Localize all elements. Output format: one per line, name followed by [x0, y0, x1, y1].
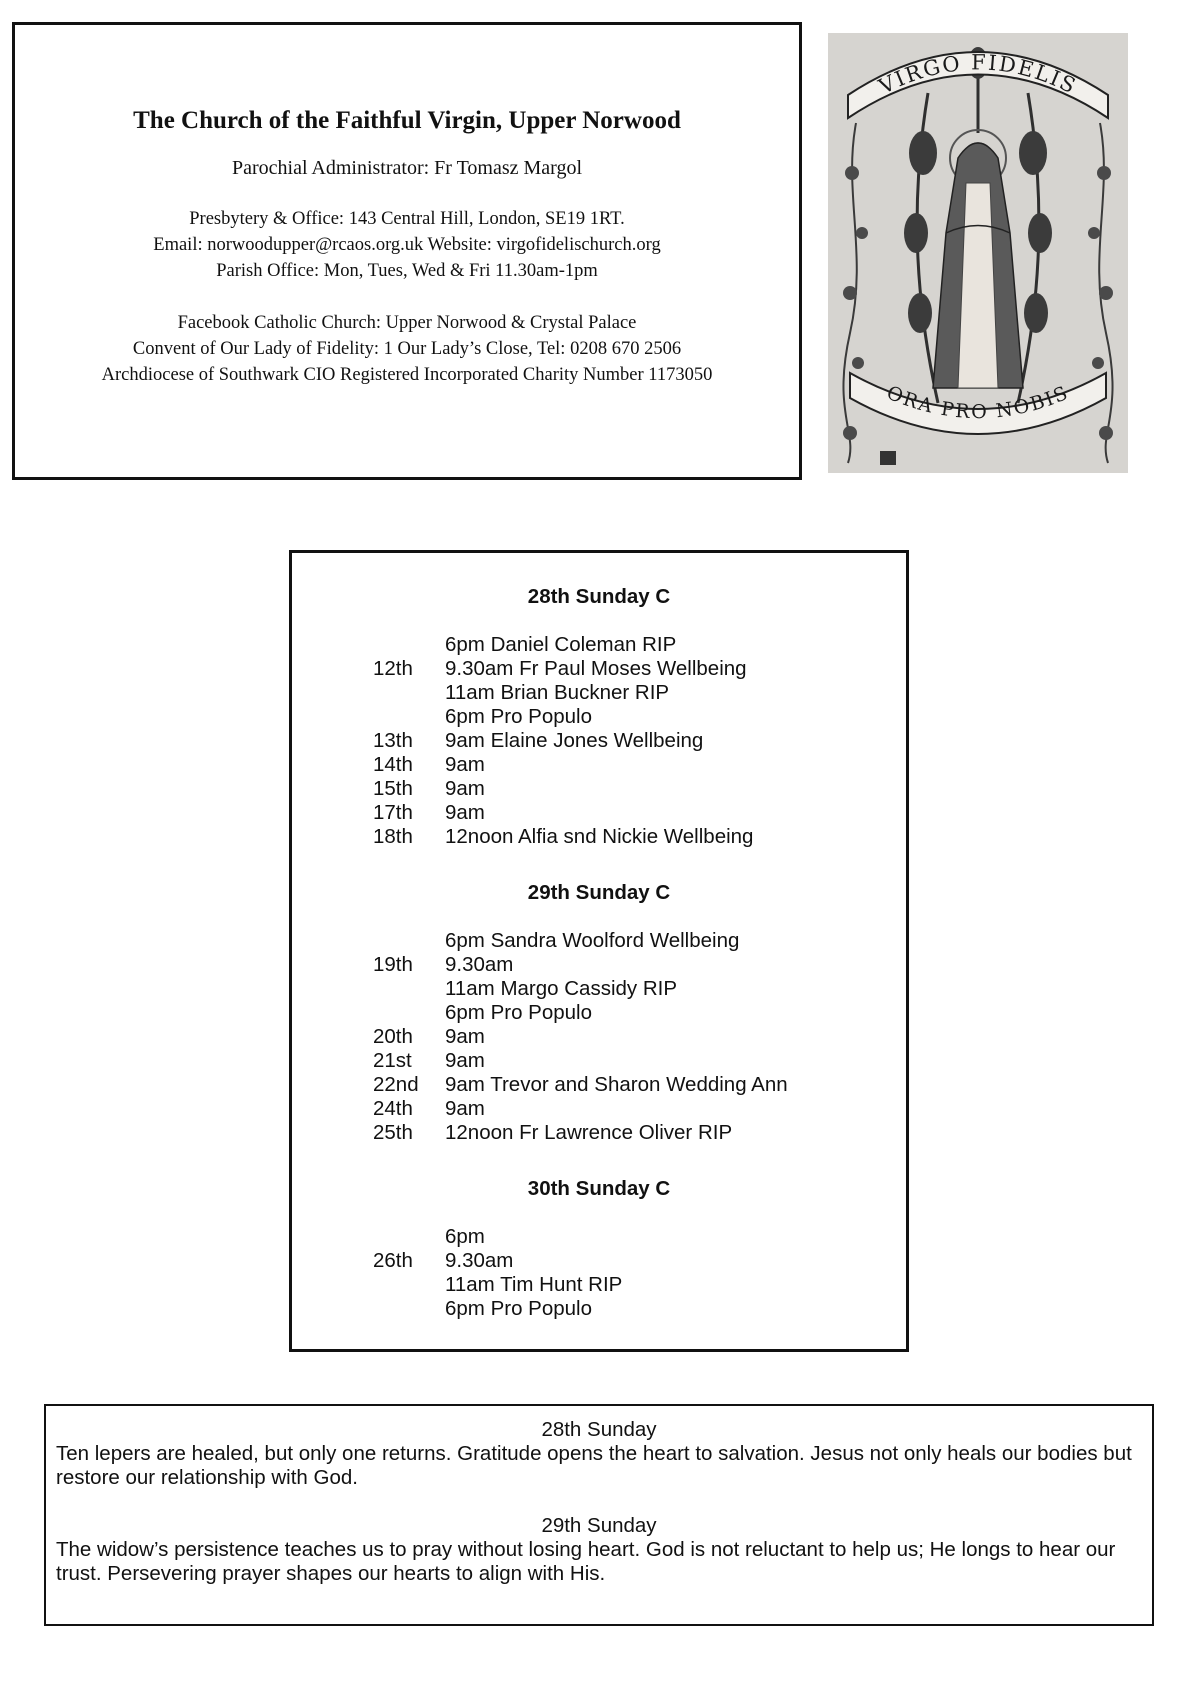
- svg-text:ORA PRO NOBIS: ORA PRO NOBIS: [883, 381, 1073, 424]
- mass-intention: 9am: [445, 1049, 485, 1072]
- mass-row: [292, 1001, 906, 1025]
- mass-row: [292, 1297, 906, 1321]
- mass-intention: 9am Elaine Jones Wellbeing: [445, 729, 704, 752]
- mass-intention: 11am Tim Hunt RIP: [445, 1273, 623, 1296]
- mass-row: [292, 1049, 906, 1073]
- mass-intention: 12noon Alfia snd Nickie Wellbeing: [445, 825, 754, 848]
- mass-row: [292, 729, 906, 753]
- mass-intention: 9.30am: [445, 1249, 514, 1272]
- mass-intention: 9am: [445, 1097, 485, 1120]
- svg-text:VIRGO FIDELIS: VIRGO FIDELIS: [875, 50, 1081, 99]
- mass-day: 20th: [373, 1025, 413, 1048]
- mass-row: [292, 1225, 906, 1249]
- mass-row: [292, 681, 906, 705]
- mass-intention: 9am Trevor and Sharon Wedding Ann: [445, 1073, 788, 1096]
- mass-intention: 9am: [445, 1025, 485, 1048]
- mass-intention: 6pm Pro Populo: [445, 705, 593, 728]
- mass-day: 22nd: [373, 1073, 419, 1096]
- mass-intention: 6pm Daniel Coleman RIP: [445, 633, 677, 656]
- mass-row: [292, 1073, 906, 1097]
- mass-intention: 6pm Pro Populo: [445, 1297, 593, 1320]
- mass-intention: 11am Margo Cassidy RIP: [445, 977, 678, 1000]
- mass-row: [292, 1273, 906, 1297]
- mass-day: 26th: [373, 1249, 413, 1272]
- mass-day: 12th: [373, 657, 413, 680]
- address-line: Presbytery & Office: 143 Central Hill, London, SE19 1RT.: [189, 209, 625, 229]
- week-title: 30th Sunday C: [527, 1177, 671, 1200]
- administrator-line: Parochial Administrator: Fr Tomasz Margol: [231, 157, 583, 179]
- mass-times-box: [289, 550, 909, 1352]
- mass-day: 18th: [373, 825, 413, 848]
- mass-intention: 9.30am: [445, 953, 514, 976]
- mass-row: [292, 977, 906, 1001]
- contact-info: [15, 206, 799, 284]
- mass-day: 17th: [373, 801, 413, 824]
- email-website-line: Email: norwoodupper@rcaos.org.uk Website: virgofidelischurch.org: [153, 235, 661, 255]
- mass-row: [292, 657, 906, 681]
- reflection-text: The widow’s persistence teaches us to pray without losing heart. God is not reluctant to help us; He longs to hear our trust. Persevering prayer shapes our hearts to align with His.: [56, 1538, 1116, 1585]
- mass-row: [292, 953, 906, 977]
- mass-day: 13th: [373, 729, 413, 752]
- mass-week: [292, 1177, 906, 1321]
- week-title: 28th Sunday C: [527, 585, 671, 608]
- mass-day: 14th: [373, 753, 413, 776]
- mass-row: [292, 1025, 906, 1049]
- spacer: [56, 1490, 1142, 1514]
- mass-row: [292, 633, 906, 657]
- mass-intention: 6pm Pro Populo: [445, 1001, 593, 1024]
- mass-day: 19th: [373, 953, 413, 976]
- mass-intention: 9am: [445, 801, 485, 824]
- mass-row: [292, 1097, 906, 1121]
- mass-intention: 11am Brian Buckner RIP: [445, 681, 670, 704]
- mass-week: [292, 881, 906, 1145]
- charity-line: Archdiocese of Southwark CIO Registered Incorporated Charity Number 1173050: [101, 365, 713, 385]
- mass-row: [292, 801, 906, 825]
- church-title: The Church of the Faithful Virgin, Upper Norwood: [133, 107, 681, 134]
- mass-intention: 6pm: [445, 1225, 485, 1248]
- mass-intention: 6pm Sandra Woolford Wellbeing: [445, 929, 740, 952]
- mass-row: [292, 1121, 906, 1145]
- mass-day: 15th: [373, 777, 413, 800]
- mass-day: 21st: [373, 1049, 412, 1072]
- mass-intention: 12noon Fr Lawrence Oliver RIP: [445, 1121, 733, 1144]
- parish-info-box: [12, 22, 802, 480]
- mass-row: [292, 1249, 906, 1273]
- facebook-line: Facebook Catholic Church: Upper Norwood & Crystal Palace: [177, 313, 637, 333]
- mass-row: [292, 777, 906, 801]
- week-title: 29th Sunday C: [527, 881, 671, 904]
- mass-row: [292, 929, 906, 953]
- mass-row: [292, 705, 906, 729]
- mass-row: [292, 753, 906, 777]
- mass-day: 24th: [373, 1097, 413, 1120]
- reflection-heading: 29th Sunday: [541, 1514, 657, 1537]
- office-hours-line: Parish Office: Mon, Tues, Wed & Fri 11.30am-1pm: [216, 261, 598, 281]
- mass-week: [292, 585, 906, 849]
- mass-intention: 9.30am Fr Paul Moses Wellbeing: [445, 657, 747, 680]
- reflection-heading: 28th Sunday: [541, 1418, 657, 1441]
- mass-row: [292, 825, 906, 849]
- mass-intention: 9am: [445, 753, 485, 776]
- reflections-box: [44, 1404, 1154, 1626]
- extra-info: [15, 310, 799, 388]
- convent-line: Convent of Our Lady of Fidelity: 1 Our Lady’s Close, Tel: 0208 670 2506: [132, 339, 682, 359]
- mass-day: 25th: [373, 1121, 413, 1144]
- madonna-banner-icon: [828, 33, 1128, 473]
- reflection-text: Ten lepers are healed, but only one returns. Gratitude opens the heart to salvation. Jesus not only heals our bodies but restore our relationship with God.: [56, 1442, 1132, 1489]
- mass-intention: 9am: [445, 777, 485, 800]
